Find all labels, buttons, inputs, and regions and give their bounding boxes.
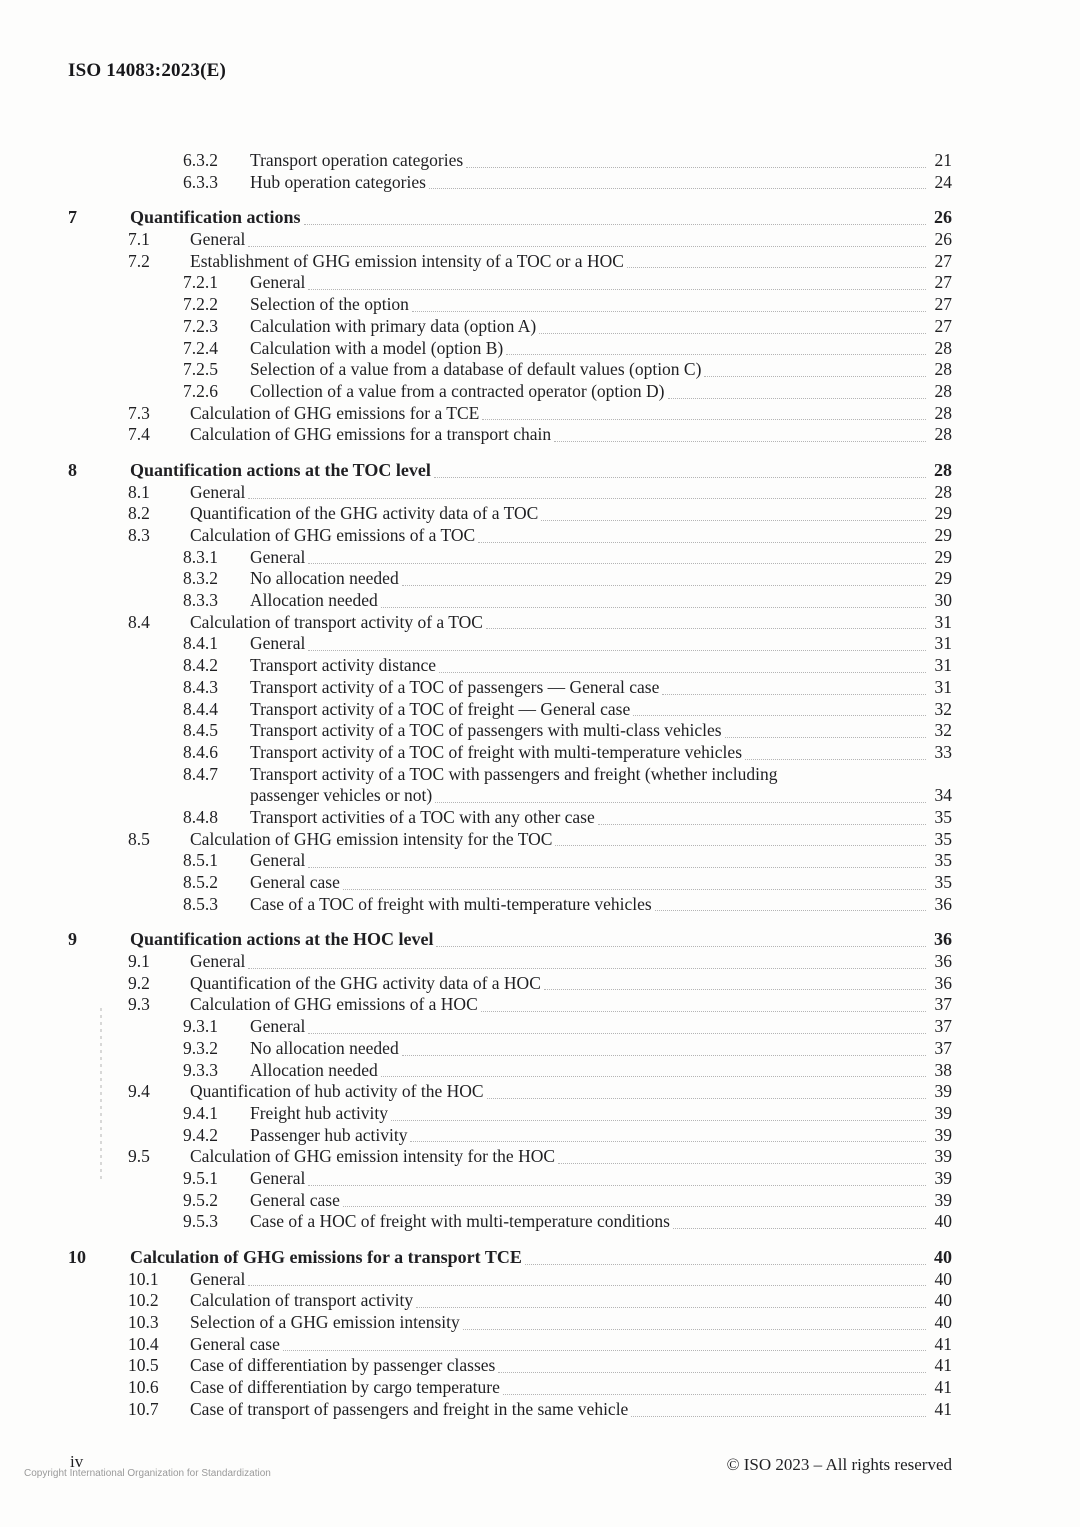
toc-entry-page-number: 28	[934, 337, 952, 358]
toc-leader-dots	[436, 945, 926, 947]
toc-entry-number: 9.5	[128, 1146, 150, 1167]
toc-entry-number: 7.3	[128, 402, 150, 423]
toc-entry-title: passenger vehicles or not)	[250, 785, 433, 806]
toc-entry-number: 7.2.4	[183, 337, 218, 358]
toc-entry-page-number: 36	[934, 893, 952, 914]
toc-entry[interactable]	[0, 547, 1080, 569]
toc-leader-dots	[482, 418, 926, 420]
toc-entry[interactable]	[0, 590, 1080, 612]
toc-entry[interactable]	[0, 1377, 1080, 1399]
toc-entry-page-number: 28	[934, 402, 952, 423]
toc-entry-title: Calculation of GHG emissions of a TOC	[190, 525, 476, 545]
toc-entry-title: Case of a HOC of freight with multi-temperature conditions	[250, 1211, 670, 1232]
toc-entry-title: Calculation of GHG emission intensity for the TOC	[190, 828, 553, 849]
toc-entry-page-number: 41	[934, 1398, 952, 1419]
toc-leader-dots	[463, 1328, 926, 1330]
toc-entry[interactable]	[0, 742, 1080, 764]
toc-entry-number: 8.4	[128, 611, 150, 632]
toc-entry[interactable]	[0, 633, 1080, 655]
toc-entry-number: 9.3.1	[183, 1016, 218, 1037]
toc-entry-number: 10	[68, 1247, 86, 1267]
toc-entry-page-number: 35	[934, 806, 952, 827]
toc-entry-page-number: 41	[934, 1377, 952, 1398]
toc-leader-dots	[668, 397, 927, 399]
toc-entry-title: Quantification actions at the TOC level	[130, 459, 431, 480]
toc-entry-title: Quantification of the GHG activity data of a HOC	[190, 972, 541, 993]
toc-entry-number: 9.5.2	[183, 1189, 218, 1210]
toc-entry[interactable]	[0, 338, 1080, 360]
toc-entry[interactable]	[0, 655, 1080, 677]
toc-entry[interactable]	[0, 568, 1080, 590]
toc-leader-dots	[486, 627, 926, 629]
toc-leader-dots	[248, 245, 926, 247]
toc-entry[interactable]	[0, 1038, 1080, 1060]
toc-leader-dots	[554, 440, 926, 442]
toc-entry-number: 8.4.8	[183, 806, 218, 827]
toc-entry-number: 8.5.3	[183, 893, 218, 914]
toc-entry-page-number: 21	[934, 150, 952, 170]
toc-entry-page-number: 41	[934, 1333, 952, 1354]
toc-entry-title: Calculation of GHG emissions for a TCE	[190, 402, 480, 423]
toc-leader-dots	[558, 1162, 926, 1164]
toc-entry[interactable]	[0, 1399, 1080, 1421]
toc-entry[interactable]	[0, 699, 1080, 721]
toc-leader-dots	[544, 988, 926, 990]
toc-entry-number: 10.5	[128, 1355, 159, 1376]
toc-entry-page-number: 31	[934, 611, 952, 632]
toc-entry[interactable]	[0, 612, 1080, 634]
toc-leader-dots	[662, 693, 926, 695]
toc-entry-title: Quantification actions at the HOC level	[130, 929, 434, 950]
toc-entry-title: General	[190, 1268, 246, 1289]
toc-entry-number: 10.4	[128, 1333, 159, 1354]
toc-entry-title: Calculation of GHG emission intensity for the HOC	[190, 1146, 556, 1167]
toc-entry-number: 7.1	[128, 229, 150, 250]
toc-entry-page-number: 32	[934, 698, 952, 719]
toc-entry-number: 9.4	[128, 1081, 150, 1102]
toc-entry-number: 8.2	[128, 503, 150, 524]
toc-leader-dots	[481, 1010, 926, 1012]
toc-entry[interactable]	[0, 1190, 1080, 1212]
toc-entry[interactable]	[0, 1355, 1080, 1377]
toc-entry-title: General	[250, 850, 306, 871]
toc-entry-page-number: 39	[934, 1081, 952, 1102]
toc-entry-number: 8.3.1	[183, 546, 218, 567]
toc-entry-title: No allocation needed	[250, 1037, 399, 1058]
toc-entry-number: 7.2.3	[183, 315, 218, 336]
toc-entry-number: 8.3.3	[183, 590, 218, 611]
toc-entry-page-number: 35	[934, 872, 952, 892]
toc-entry-title: Selection of the option	[250, 294, 409, 315]
toc-entry[interactable]	[0, 172, 1080, 194]
toc-entry[interactable]	[0, 503, 1080, 525]
toc-entry[interactable]	[0, 359, 1080, 381]
toc-entry-page-number: 33	[934, 741, 952, 762]
toc-entry[interactable]	[0, 872, 1080, 894]
toc-entry-title: General case	[190, 1333, 280, 1354]
toc-entry-title: General case	[250, 872, 340, 892]
toc-entry-title: Establishment of GHG emission intensity of a TOC or a HOC	[190, 250, 624, 271]
toc-entry-title: General	[250, 546, 306, 567]
toc-entry-title: General	[250, 1016, 306, 1037]
toc-entry-number: 7.2.2	[183, 294, 218, 315]
toc-entry-page-number: 39	[934, 1146, 952, 1167]
toc-entry-page-number: 28	[934, 481, 952, 502]
toc-entry[interactable]	[0, 677, 1080, 699]
toc-entry-page-number: 35	[934, 850, 952, 871]
toc-entry-title: Transport activity of a TOC of freight — General case	[250, 698, 631, 719]
toc-leader-dots	[308, 1032, 926, 1034]
toc-entry-number: 9.3	[128, 994, 150, 1015]
toc-entry[interactable]	[0, 1146, 1080, 1168]
toc-entry-title: Case of transport of passengers and freight in the same vehicle	[190, 1398, 629, 1419]
toc-entry-page-number: 28	[934, 459, 952, 480]
toc-leader-dots	[283, 1349, 926, 1351]
toc-entry-number: 8.4.7	[183, 763, 218, 784]
toc-entry-page-number: 31	[934, 655, 952, 676]
toc-entry[interactable]	[0, 1269, 1080, 1291]
toc-leader-dots	[416, 1306, 926, 1308]
toc-entry-page-number: 37	[934, 1016, 952, 1037]
toc-entry-number: 9.2	[128, 972, 150, 993]
toc-leader-dots	[525, 1263, 926, 1265]
toc-entry[interactable]	[0, 1247, 1080, 1269]
toc-entry-page-number: 39	[934, 1167, 952, 1188]
toc-leader-dots	[248, 967, 926, 969]
toc-leader-dots	[631, 1415, 926, 1417]
toc-entry-title: Freight hub activity	[250, 1102, 389, 1123]
toc-entry-number: 9	[68, 929, 77, 950]
toc-leader-dots	[435, 801, 926, 803]
toc-entry-page-number: 29	[934, 546, 952, 567]
toc-entry[interactable]	[0, 894, 1080, 916]
toc-leader-dots	[633, 714, 926, 716]
toc-entry-title: General	[250, 633, 306, 654]
toc-entry-page-number: 27	[934, 294, 952, 315]
toc-entry-page-number: 36	[934, 929, 952, 950]
toc-entry-number: 7.2.6	[183, 380, 218, 401]
toc-leader-dots	[539, 332, 926, 334]
toc-entry-page-number: 29	[934, 503, 952, 524]
toc-entry[interactable]	[0, 994, 1080, 1016]
toc-entry-number: 7.2.5	[183, 359, 218, 380]
toc-entry-number: 10.7	[128, 1398, 159, 1419]
toc-entry-title: General	[250, 1167, 306, 1188]
toc-entry-title: Calculation with a model (option B)	[250, 337, 504, 358]
footer-copyright: © ISO 2023 – All rights reserved	[726, 1455, 952, 1474]
toc-entry[interactable]	[0, 1168, 1080, 1190]
toc-entry-page-number: 27	[934, 250, 952, 271]
toc-entry-title: Case of differentiation by passenger classes	[190, 1355, 496, 1376]
toc-entry-number: 6.3.3	[183, 171, 218, 192]
toc-entry[interactable]	[0, 1081, 1080, 1103]
toc-entry-page-number: 39	[934, 1124, 952, 1145]
toc-leader-dots	[248, 1284, 926, 1286]
toc-entry-title: General	[250, 272, 306, 293]
toc-entry-page-number: 40	[934, 1247, 952, 1267]
toc-entry[interactable]	[0, 951, 1080, 973]
toc-entry-page-number: 37	[934, 1037, 952, 1058]
toc-entry-title: No allocation needed	[250, 568, 399, 589]
toc-entry-title: Transport activity distance	[250, 655, 436, 676]
toc-entry-number: 8.1	[128, 481, 150, 502]
toc-entry-number: 9.4.2	[183, 1124, 218, 1145]
toc-entry-page-number: 38	[934, 1059, 952, 1080]
toc-entry-page-number: 40	[934, 1211, 952, 1232]
scan-artifact	[100, 1008, 102, 1180]
toc-leader-dots	[402, 1054, 926, 1056]
toc-entry-number: 8.4.2	[183, 655, 218, 676]
toc-entry-number: 8.5.2	[183, 872, 218, 892]
toc-entry-number: 8.4.4	[183, 698, 218, 719]
toc-entry-number: 10.3	[128, 1312, 159, 1333]
toc-entry-title: Case of differentiation by cargo temperature	[190, 1377, 500, 1398]
toc-leader-dots	[478, 541, 926, 543]
table-of-contents	[0, 150, 1080, 1421]
toc-entry-page-number: 40	[934, 1312, 952, 1333]
toc-leader-dots	[308, 1184, 926, 1186]
toc-entry[interactable]	[0, 829, 1080, 851]
toc-entry[interactable]	[0, 207, 1080, 229]
toc-entry-title: Case of a TOC of freight with multi-temperature vehicles	[250, 893, 652, 914]
toc-entry[interactable]	[0, 294, 1080, 316]
toc-entry-page-number: 27	[934, 272, 952, 293]
toc-entry[interactable]	[0, 1016, 1080, 1038]
toc-entry-page-number: 32	[934, 720, 952, 741]
toc-leader-dots	[381, 1075, 926, 1077]
toc-entry-number: 9.1	[128, 951, 150, 972]
toc-entry[interactable]	[0, 229, 1080, 251]
toc-entry-title: Calculation of GHG emissions for a transport chain	[190, 424, 552, 445]
toc-entry[interactable]	[0, 807, 1080, 829]
toc-leader-dots	[541, 519, 926, 521]
toc-entry-page-number: 30	[934, 590, 952, 611]
toc-leader-dots	[506, 353, 926, 355]
toc-entry-title: General case	[250, 1189, 340, 1210]
toc-entry-title: Selection of a value from a database of default values (option C)	[250, 359, 702, 380]
toc-entry[interactable]	[0, 525, 1080, 547]
toc-entry[interactable]	[0, 1312, 1080, 1334]
toc-entry-page-number: 26	[934, 229, 952, 250]
toc-leader-dots	[402, 584, 926, 586]
toc-entry-number: 8	[68, 459, 77, 480]
toc-entry-title: Calculation of transport activity	[190, 1290, 414, 1311]
toc-entry-title: Transport activity of a TOC with passengers and freight (whether including	[250, 763, 778, 784]
toc-leader-dots	[439, 671, 926, 673]
toc-leader-dots	[381, 606, 926, 608]
toc-entry-title: Transport activity of a TOC of freight with multi-temperature vehicles	[250, 741, 742, 762]
toc-entry[interactable]	[0, 272, 1080, 294]
toc-entry[interactable]	[0, 1334, 1080, 1356]
toc-entry-page-number: 31	[934, 633, 952, 654]
toc-entry[interactable]	[0, 1125, 1080, 1147]
toc-entry[interactable]	[0, 150, 1080, 172]
toc-entry-title: Hub operation categories	[250, 171, 426, 192]
toc-entry-page-number: 29	[934, 568, 952, 589]
toc-entry-number: 9.3.2	[183, 1037, 218, 1058]
toc-leader-dots	[343, 1205, 926, 1207]
toc-entry-page-number: 34	[934, 785, 952, 806]
toc-entry-number: 8.4.1	[183, 633, 218, 654]
toc-leader-dots	[725, 736, 926, 738]
copyright-watermark: Copyright International Organization for Standardization	[24, 1468, 271, 1479]
toc-entry-number: 9.3.3	[183, 1059, 218, 1080]
toc-entry[interactable]	[0, 929, 1080, 951]
toc-entry[interactable]	[0, 785, 1080, 807]
toc-entry[interactable]	[0, 460, 1080, 482]
toc-entry-page-number: 29	[934, 525, 952, 545]
toc-entry-number: 7	[68, 207, 77, 228]
toc-leader-dots	[704, 375, 926, 377]
toc-leader-dots	[503, 1393, 926, 1395]
toc-entry-page-number: 40	[934, 1268, 952, 1289]
toc-entry-number: 6.3.2	[183, 150, 218, 170]
toc-entry-number: 10.1	[128, 1268, 159, 1289]
toc-entry-page-number: 28	[934, 380, 952, 401]
toc-entry-number: 7.4	[128, 424, 150, 445]
toc-entry-number: 8.4.5	[183, 720, 218, 741]
toc-leader-dots	[487, 1097, 926, 1099]
toc-leader-dots	[429, 187, 926, 189]
toc-leader-dots	[466, 166, 926, 168]
toc-entry[interactable]	[0, 316, 1080, 338]
toc-entry[interactable]	[0, 482, 1080, 504]
toc-entry-page-number: 36	[934, 972, 952, 993]
toc-entry-number: 10.2	[128, 1290, 159, 1311]
toc-leader-dots	[598, 823, 926, 825]
toc-entry-number: 8.3	[128, 525, 150, 545]
toc-entry-number: 9.4.1	[183, 1102, 218, 1123]
toc-entry-number: 7.2.1	[183, 272, 218, 293]
toc-entry-title: Transport activities of a TOC with any other case	[250, 806, 595, 827]
toc-entry[interactable]	[0, 424, 1080, 446]
toc-entry[interactable]	[0, 850, 1080, 872]
toc-entry-page-number: 31	[934, 676, 952, 697]
toc-leader-dots	[308, 866, 926, 868]
toc-entry-number: 8.5.1	[183, 850, 218, 871]
toc-entry[interactable]	[0, 720, 1080, 742]
toc-entry-page-number: 28	[934, 424, 952, 445]
toc-entry-title: Selection of a GHG emission intensity	[190, 1312, 460, 1333]
toc-entry-page-number: 40	[934, 1290, 952, 1311]
toc-entry-title: General	[190, 229, 246, 250]
toc-entry-title: Allocation needed	[250, 1059, 378, 1080]
toc-entry-number: 7.2	[128, 250, 150, 271]
toc-leader-dots	[391, 1119, 926, 1121]
toc-leader-dots	[745, 758, 926, 760]
toc-entry-number: 9.5.3	[183, 1211, 218, 1232]
toc-entry-number: 8.4.6	[183, 741, 218, 762]
toc-entry-title: General	[190, 481, 246, 502]
toc-entry[interactable]	[0, 1103, 1080, 1125]
toc-entry[interactable]	[0, 381, 1080, 403]
toc-entry[interactable]	[0, 764, 1080, 786]
toc-entry-title: Quantification of hub activity of the HOC	[190, 1081, 484, 1102]
toc-leader-dots	[308, 562, 926, 564]
toc-leader-dots	[412, 310, 926, 312]
toc-entry[interactable]	[0, 1060, 1080, 1082]
toc-entry[interactable]	[0, 403, 1080, 425]
toc-entry-title: Transport operation categories	[250, 150, 464, 170]
toc-entry-number: 8.4.3	[183, 676, 218, 697]
toc-entry-page-number: 41	[934, 1355, 952, 1376]
toc-entry-title: Quantification actions	[130, 207, 301, 228]
toc-entry-title: General	[190, 951, 246, 972]
toc-leader-dots	[555, 844, 926, 846]
toc-entry-title: Collection of a value from a contracted operator (option D)	[250, 380, 665, 401]
toc-entry-page-number: 36	[934, 951, 952, 972]
toc-entry[interactable]	[0, 1211, 1080, 1233]
toc-entry-page-number: 35	[934, 828, 952, 849]
toc-leader-dots	[627, 266, 926, 268]
toc-entry-title: Allocation needed	[250, 590, 378, 611]
toc-entry-number: 10.6	[128, 1377, 159, 1398]
page-folio: iv	[70, 1452, 84, 1471]
toc-entry-title: Passenger hub activity	[250, 1124, 408, 1145]
toc-leader-dots	[410, 1140, 926, 1142]
toc-entry-page-number: 28	[934, 359, 952, 380]
toc-entry-title: Transport activity of a TOC of passengers with multi-class vehicles	[250, 720, 722, 741]
toc-leader-dots	[343, 888, 926, 890]
toc-leader-dots	[248, 497, 926, 499]
toc-leader-dots	[673, 1227, 926, 1229]
toc-leader-dots	[308, 649, 926, 651]
toc-entry-title: Quantification of the GHG activity data of a TOC	[190, 503, 539, 524]
toc-entry-page-number: 39	[934, 1102, 952, 1123]
toc-entry-number: 8.5	[128, 828, 150, 849]
toc-entry-page-number: 24	[934, 171, 952, 192]
toc-entry-page-number: 37	[934, 994, 952, 1015]
toc-leader-dots	[498, 1371, 926, 1373]
toc-leader-dots	[308, 288, 926, 290]
toc-entry[interactable]	[0, 973, 1080, 995]
toc-leader-dots	[655, 909, 926, 911]
toc-entry-number: 8.3.2	[183, 568, 218, 589]
toc-entry-number: 9.5.1	[183, 1167, 218, 1188]
toc-entry[interactable]	[0, 251, 1080, 273]
toc-entry-title: Calculation of GHG emissions for a transport TCE	[130, 1247, 522, 1267]
toc-leader-dots	[434, 476, 926, 478]
toc-entry-title: Calculation with primary data (option A)	[250, 315, 537, 336]
toc-entry-title: Calculation of GHG emissions of a HOC	[190, 994, 478, 1015]
toc-entry-page-number: 39	[934, 1189, 952, 1210]
toc-entry[interactable]	[0, 1290, 1080, 1312]
toc-entry-page-number: 26	[934, 207, 952, 228]
document-header-id: ISO 14083:2023(E)	[68, 60, 227, 81]
toc-entry-title: Calculation of transport activity of a TOC	[190, 611, 483, 632]
toc-leader-dots	[304, 223, 926, 225]
toc-entry-page-number: 27	[934, 315, 952, 336]
toc-entry-title: Transport activity of a TOC of passengers — General case	[250, 676, 660, 697]
